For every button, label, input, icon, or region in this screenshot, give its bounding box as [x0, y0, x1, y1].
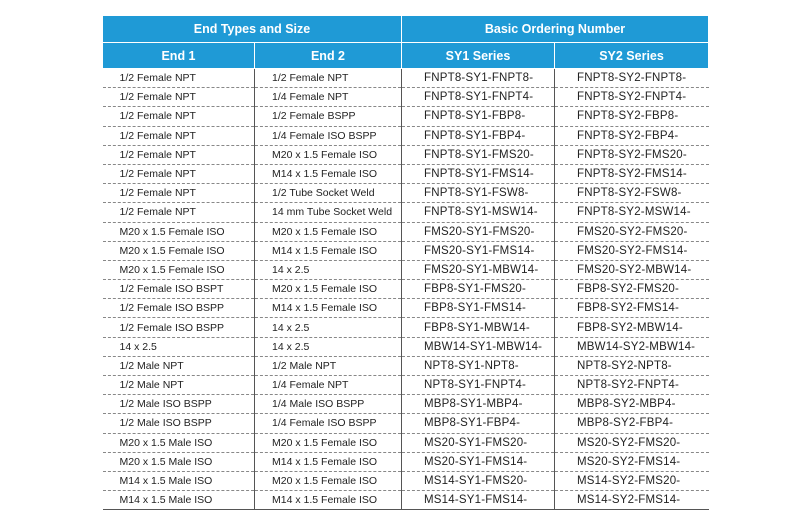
sy1-order-number-cell: FNPT8-SY1-FMS20-: [402, 145, 555, 164]
end1-cell: 1/2 Female ISO BSPT: [103, 280, 255, 299]
sy1-order-number-cell: FNPT8-SY1-FNPT4-: [402, 88, 555, 107]
table-row: [103, 376, 709, 395]
end2-column-header: End 2: [255, 43, 402, 69]
end2-cell: 1/4 Female ISO BSPP: [255, 126, 402, 145]
ordering-table-container: [102, 15, 708, 510]
table-header: [103, 16, 709, 69]
table-body: [103, 69, 709, 510]
sy1-order-number-cell: NPT8-SY1-FNPT4-: [402, 376, 555, 395]
end1-cell: M20 x 1.5 Female ISO: [103, 222, 255, 241]
end1-cell: 1/2 Female NPT: [103, 107, 255, 126]
sy2-order-number-cell: MS20-SY2-FMS14-: [555, 452, 709, 471]
end2-cell: M14 x 1.5 Female ISO: [255, 299, 402, 318]
sy2-order-number-cell: NPT8-SY2-NPT8-: [555, 356, 709, 375]
table-row: [103, 260, 709, 279]
sy1-order-number-cell: FNPT8-SY1-FBP4-: [402, 126, 555, 145]
table-row: [103, 241, 709, 260]
end2-cell: 1/2 Male NPT: [255, 356, 402, 375]
end2-cell: 1/4 Male ISO BSPP: [255, 395, 402, 414]
end2-cell: 1/4 Female ISO BSPP: [255, 414, 402, 433]
end1-cell: M20 x 1.5 Female ISO: [103, 260, 255, 279]
sy1-order-number-cell: MBP8-SY1-MBP4-: [402, 395, 555, 414]
end2-cell: 1/2 Female NPT: [255, 69, 402, 88]
sy2-order-number-cell: MS14-SY2-FMS20-: [555, 471, 709, 490]
sy2-order-number-cell: NPT8-SY2-FNPT4-: [555, 376, 709, 395]
end2-cell: M14 x 1.5 Female ISO: [255, 241, 402, 260]
end2-cell: M20 x 1.5 Female ISO: [255, 433, 402, 452]
end2-cell: 14 x 2.5: [255, 260, 402, 279]
table-row: [103, 184, 709, 203]
table-row: [103, 203, 709, 222]
sy1-order-number-cell: FNPT8-SY1-MSW14-: [402, 203, 555, 222]
sy1-order-number-cell: FBP8-SY1-FMS20-: [402, 280, 555, 299]
sy2-order-number-cell: MS20-SY2-FMS20-: [555, 433, 709, 452]
end2-cell: M20 x 1.5 Female ISO: [255, 471, 402, 490]
sy1-order-number-cell: MBP8-SY1-FBP4-: [402, 414, 555, 433]
end1-cell: 1/2 Female NPT: [103, 184, 255, 203]
end2-cell: M14 x 1.5 Female ISO: [255, 164, 402, 183]
sy1-order-number-cell: FMS20-SY1-MBW14-: [402, 260, 555, 279]
sy2-order-number-cell: FNPT8-SY2-FSW8-: [555, 184, 709, 203]
sy1-order-number-cell: MS14-SY1-FMS14-: [402, 491, 555, 510]
sy2-order-number-cell: FBP8-SY2-FMS20-: [555, 280, 709, 299]
end2-cell: 14 x 2.5: [255, 318, 402, 337]
table-row: [103, 337, 709, 356]
table-row: [103, 414, 709, 433]
sy1-order-number-cell: FBP8-SY1-MBW14-: [402, 318, 555, 337]
sy2-order-number-cell: FNPT8-SY2-FBP4-: [555, 126, 709, 145]
sy1-order-number-cell: FMS20-SY1-FMS14-: [402, 241, 555, 260]
table-row: [103, 145, 709, 164]
sy2-order-number-cell: FNPT8-SY2-FNPT8-: [555, 69, 709, 88]
sy1-order-number-cell: FNPT8-SY1-FNPT8-: [402, 69, 555, 88]
sy2-order-number-cell: MBW14-SY2-MBW14-: [555, 337, 709, 356]
end2-cell: M20 x 1.5 Female ISO: [255, 280, 402, 299]
table-row: [103, 88, 709, 107]
end2-cell: M14 x 1.5 Female ISO: [255, 491, 402, 510]
end1-cell: 1/2 Male ISO BSPP: [103, 395, 255, 414]
table-row: [103, 318, 709, 337]
sy1-order-number-cell: FNPT8-SY1-FBP8-: [402, 107, 555, 126]
sy1-order-number-cell: FNPT8-SY1-FSW8-: [402, 184, 555, 203]
end1-cell: M14 x 1.5 Male ISO: [103, 471, 255, 490]
table-row: [103, 433, 709, 452]
end2-cell: M20 x 1.5 Female ISO: [255, 222, 402, 241]
table-row: [103, 222, 709, 241]
end1-cell: M20 x 1.5 Female ISO: [103, 241, 255, 260]
sy2-order-number-cell: FNPT8-SY2-FMS20-: [555, 145, 709, 164]
end1-cell: 1/2 Female NPT: [103, 69, 255, 88]
end2-cell: 14 mm Tube Socket Weld: [255, 203, 402, 222]
end-types-size-header: End Types and Size: [103, 16, 402, 43]
basic-ordering-number-header: Basic Ordering Number: [402, 16, 709, 43]
end2-cell: 1/4 Female NPT: [255, 376, 402, 395]
sy1-series-column-header: SY1 Series: [402, 43, 555, 69]
sy2-order-number-cell: FBP8-SY2-FMS14-: [555, 299, 709, 318]
table-row: [103, 471, 709, 490]
end2-cell: 1/2 Tube Socket Weld: [255, 184, 402, 203]
sy2-order-number-cell: FMS20-SY2-MBW14-: [555, 260, 709, 279]
end1-cell: 1/2 Female NPT: [103, 88, 255, 107]
header-column-row: [103, 43, 709, 69]
end2-cell: M14 x 1.5 Female ISO: [255, 452, 402, 471]
sy1-order-number-cell: MBW14-SY1-MBW14-: [402, 337, 555, 356]
sy2-order-number-cell: MBP8-SY2-MBP4-: [555, 395, 709, 414]
sy1-order-number-cell: FNPT8-SY1-FMS14-: [402, 164, 555, 183]
end1-cell: 14 x 2.5: [103, 337, 255, 356]
sy1-order-number-cell: FBP8-SY1-FMS14-: [402, 299, 555, 318]
end1-cell: 1/2 Female ISO BSPP: [103, 299, 255, 318]
sy1-order-number-cell: MS20-SY1-FMS14-: [402, 452, 555, 471]
sy1-order-number-cell: MS14-SY1-FMS20-: [402, 471, 555, 490]
end1-cell: M14 x 1.5 Male ISO: [103, 491, 255, 510]
end2-cell: 1/4 Female NPT: [255, 88, 402, 107]
sy2-series-column-header: SY2 Series: [555, 43, 709, 69]
end1-cell: 1/2 Female NPT: [103, 145, 255, 164]
end1-cell: M20 x 1.5 Male ISO: [103, 452, 255, 471]
table-row: [103, 164, 709, 183]
table-row: [103, 299, 709, 318]
end1-cell: 1/2 Female NPT: [103, 203, 255, 222]
sy2-order-number-cell: FNPT8-SY2-FBP8-: [555, 107, 709, 126]
table-row: [103, 126, 709, 145]
header-group-row: [103, 16, 709, 43]
ordering-table: [102, 15, 709, 510]
table-row: [103, 452, 709, 471]
sy2-order-number-cell: FMS20-SY2-FMS14-: [555, 241, 709, 260]
table-row: [103, 69, 709, 88]
sy2-order-number-cell: FMS20-SY2-FMS20-: [555, 222, 709, 241]
table-row: [103, 356, 709, 375]
sy1-order-number-cell: MS20-SY1-FMS20-: [402, 433, 555, 452]
end1-cell: 1/2 Male NPT: [103, 376, 255, 395]
table-row: [103, 491, 709, 510]
end1-cell: 1/2 Female NPT: [103, 164, 255, 183]
end1-cell: 1/2 Female NPT: [103, 126, 255, 145]
sy1-order-number-cell: FMS20-SY1-FMS20-: [402, 222, 555, 241]
end1-cell: 1/2 Female ISO BSPP: [103, 318, 255, 337]
end2-cell: 1/2 Female BSPP: [255, 107, 402, 126]
sy2-order-number-cell: FNPT8-SY2-FMS14-: [555, 164, 709, 183]
end1-column-header: End 1: [103, 43, 255, 69]
sy2-order-number-cell: FBP8-SY2-MBW14-: [555, 318, 709, 337]
sy2-order-number-cell: MS14-SY2-FMS14-: [555, 491, 709, 510]
sy2-order-number-cell: FNPT8-SY2-FNPT4-: [555, 88, 709, 107]
end2-cell: 14 x 2.5: [255, 337, 402, 356]
end1-cell: M20 x 1.5 Male ISO: [103, 433, 255, 452]
table-row: [103, 107, 709, 126]
sy2-order-number-cell: FNPT8-SY2-MSW14-: [555, 203, 709, 222]
end1-cell: 1/2 Male ISO BSPP: [103, 414, 255, 433]
table-row: [103, 280, 709, 299]
end1-cell: 1/2 Male NPT: [103, 356, 255, 375]
sy1-order-number-cell: NPT8-SY1-NPT8-: [402, 356, 555, 375]
sy2-order-number-cell: MBP8-SY2-FBP4-: [555, 414, 709, 433]
end2-cell: M20 x 1.5 Female ISO: [255, 145, 402, 164]
table-row: [103, 395, 709, 414]
